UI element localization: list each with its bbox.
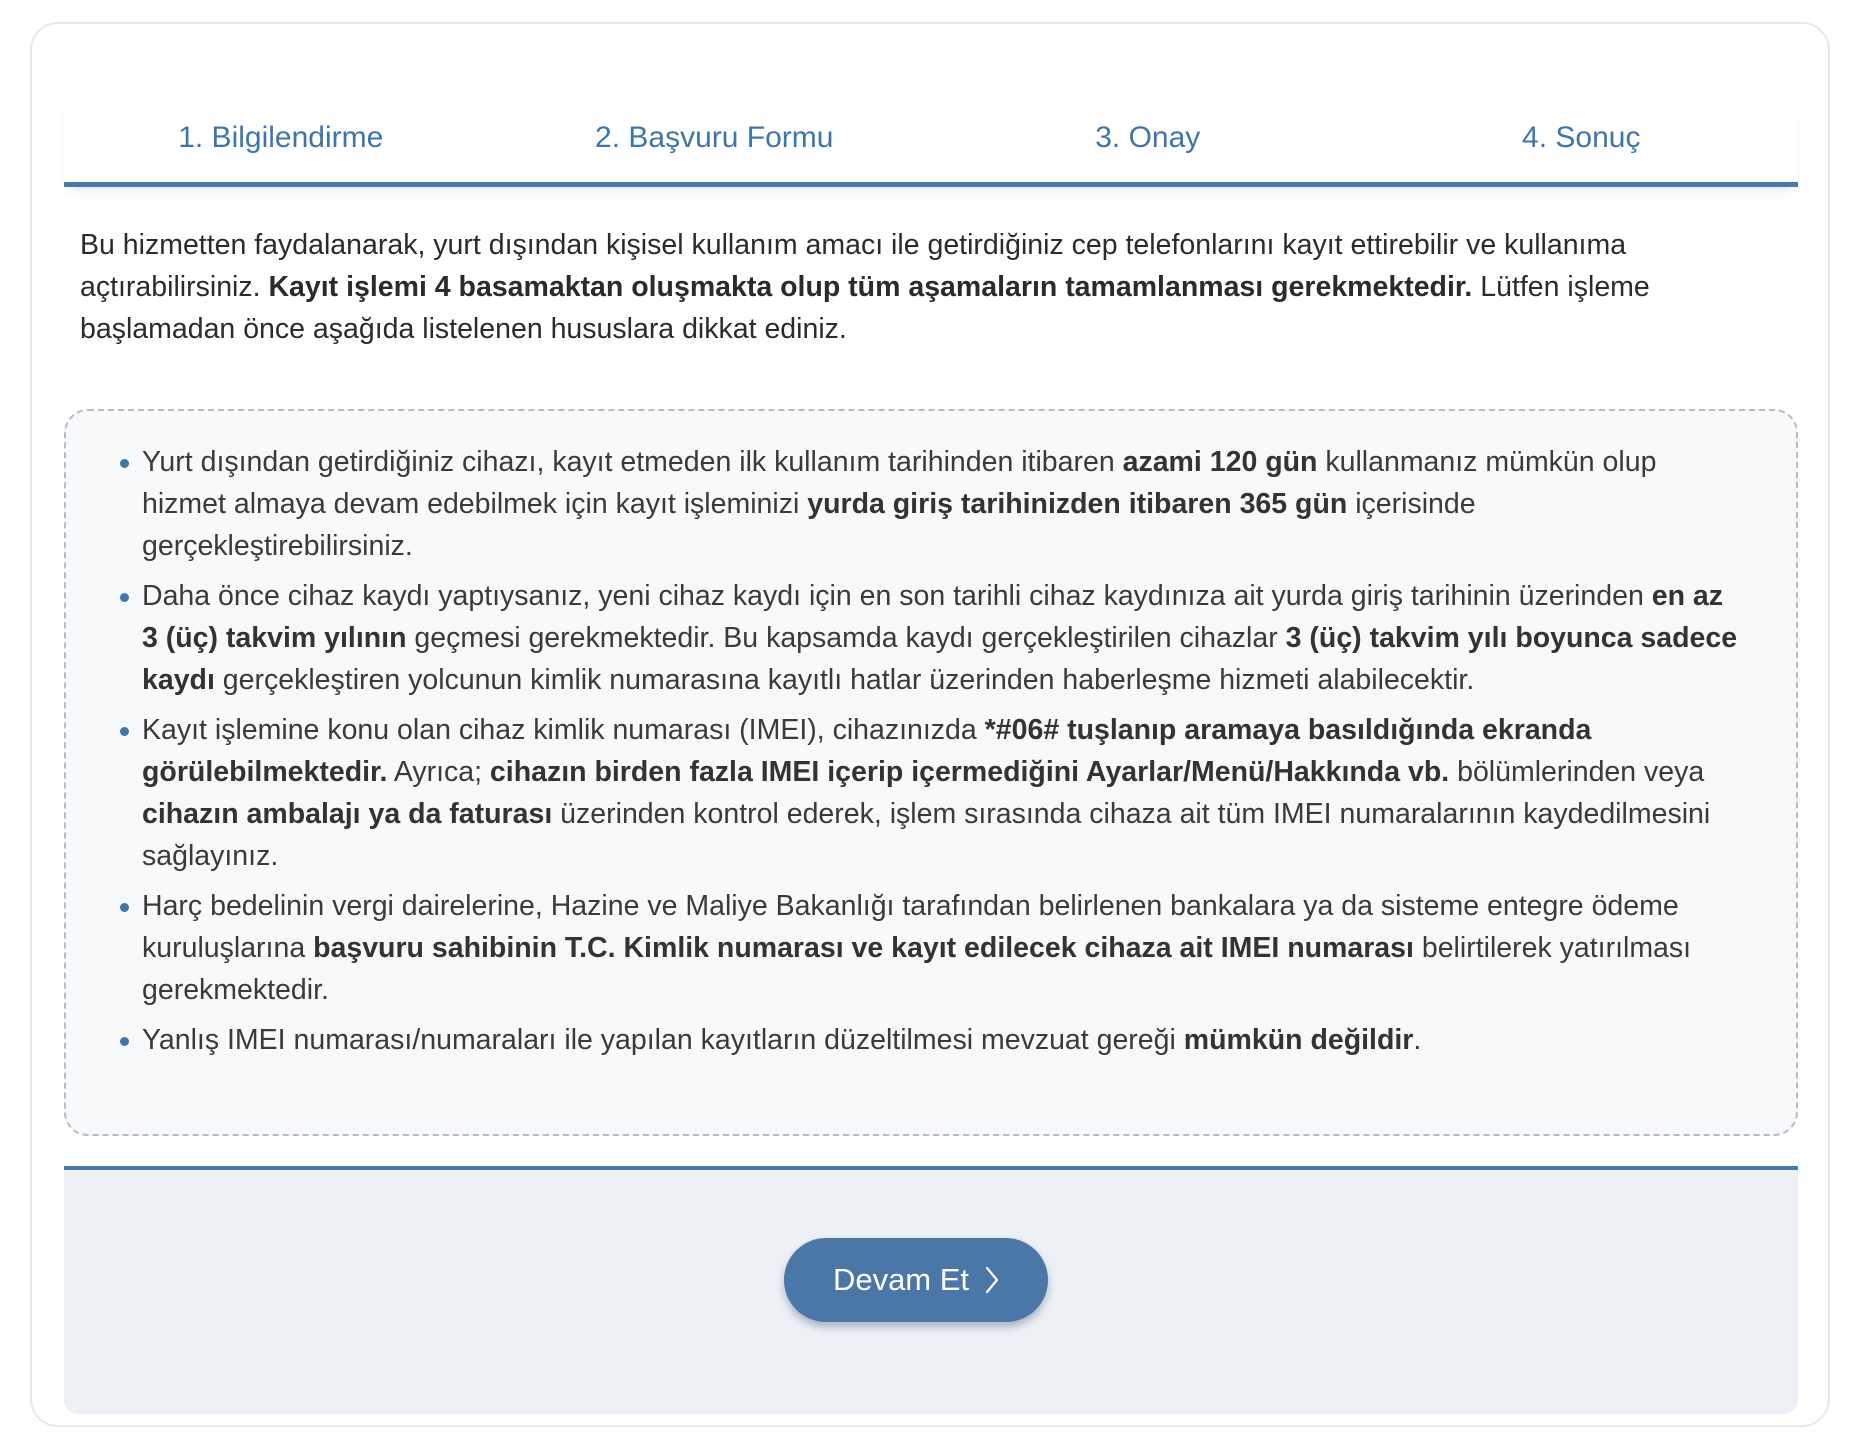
- intro-part2: Lütfen işleme başlamadan önce aşağıda listelenen hususlara dikkat ediniz.: [80, 271, 1650, 345]
- chevron-right-icon: [985, 1265, 999, 1295]
- notice-box: [64, 409, 1798, 1136]
- step-bilgilendirme[interactable]: 1. Bilgilendirme: [178, 121, 384, 154]
- notice-text: Ayrıca;: [387, 756, 490, 788]
- step-onay[interactable]: 3. Onay: [1095, 121, 1201, 154]
- notice-bold: yurda giriş tarihinizden itibaren 365 gün: [807, 488, 1348, 520]
- intro-text: [80, 224, 1780, 350]
- continue-button[interactable]: [784, 1238, 1048, 1322]
- notice-bold: en az 3 (üç) takvim yılının: [142, 580, 1723, 654]
- notice-text: içerisinde gerçekleştirebilirsiniz.: [142, 488, 1476, 562]
- notice-text: gerçekleştiren yolcunun kimlik numarasına kayıtlı hatlar üzerinden haberleşme hizmeti alabilecektir.: [214, 664, 1475, 696]
- notice-text: .: [1413, 1024, 1422, 1056]
- notice-text: belirtilerek yatırılması gerekmektedir.: [142, 932, 1692, 1006]
- notice-text: kullanmanız mümkün olup hizmet almaya devam edebilmek için kayıt işleminizi: [142, 446, 1657, 520]
- notice-item-correction: [120, 1019, 1740, 1061]
- notice-bold: 3 (üç) takvim yılı boyunca sadece kaydı: [142, 622, 1738, 696]
- notice-bold: başvuru sahibinin T.C. Kimlik numarası ve kayıt edilecek cihaza ait IMEI numarası: [313, 932, 1414, 964]
- step-sonuc[interactable]: 4. Sonuç: [1522, 121, 1641, 154]
- intro-part1: Bu hizmetten faydalanarak, yurt dışından kişisel kullanım amacı ile getirdiğiniz cep telefonlarını kayıt ettirebilir ve kullanıma açtırabilirsiniz.: [80, 229, 1627, 303]
- step-tabs: [64, 94, 1798, 187]
- notice-bold: mümkün değildir: [1183, 1024, 1414, 1056]
- service-card: [30, 22, 1830, 1427]
- notice-text: Yurt dışından getirdiğiniz cihazı, kayıt etmeden ilk kullanım tarihinden itibaren: [142, 446, 1123, 478]
- notice-item-previous-registration: [120, 575, 1740, 701]
- notice-item-fee: [120, 885, 1740, 1011]
- notice-text: Harç bedelinin vergi dairelerine, Hazine ve Maliye Bakanlığı tarafından belirlenen bankalara ya da sisteme entegre ödeme kuruluşlarına: [142, 890, 1679, 964]
- step-basvuru-formu[interactable]: 2. Başvuru Formu: [595, 121, 834, 154]
- notice-text: bölümlerinden veya: [1449, 756, 1705, 788]
- notice-bold: cihazın birden fazla IMEI içerip içermediğini Ayarlar/Menü/Hakkında vb.: [489, 756, 1450, 788]
- notice-item-imei: [120, 709, 1740, 877]
- notice-text: Kayıt işlemine konu olan cihaz kimlik numarası (IMEI), cihazınızda: [142, 714, 985, 746]
- notice-list: [120, 441, 1740, 1069]
- notice-bold: cihazın ambalajı ya da faturası: [142, 798, 553, 830]
- notice-bold: azami 120 gün: [1122, 446, 1318, 478]
- notice-text: üzerinden kontrol ederek, işlem sırasında cihaza ait tüm IMEI numaralarının kaydedilmesini sağlayınız.: [142, 798, 1711, 872]
- notice-item-usage-period: [120, 441, 1740, 567]
- notice-text: geçmesi gerekmektedir. Bu kapsamda kaydı gerçekleştirilen cihazlar: [406, 622, 1286, 654]
- footer-bar: [64, 1166, 1798, 1414]
- notice-text: Yanlış IMEI numarası/numaraları ile yapılan kayıtların düzeltilmesi mevzuat gereği: [142, 1024, 1184, 1056]
- notice-text: Daha önce cihaz kaydı yaptıysanız, yeni cihaz kaydı için en son tarihli cihaz kaydınıza ait yurda giriş tarihinin üzerinden: [142, 580, 1652, 612]
- continue-label: Devam Et: [832, 1262, 970, 1297]
- intro-bold: Kayıt işlemi 4 basamaktan oluşmakta olup tüm aşamaların tamamlanması gerekmektedir.: [268, 271, 1473, 303]
- notice-bold: *#06# tuşlanıp aramaya basıldığında ekranda görülebilmektedir.: [142, 714, 1592, 788]
